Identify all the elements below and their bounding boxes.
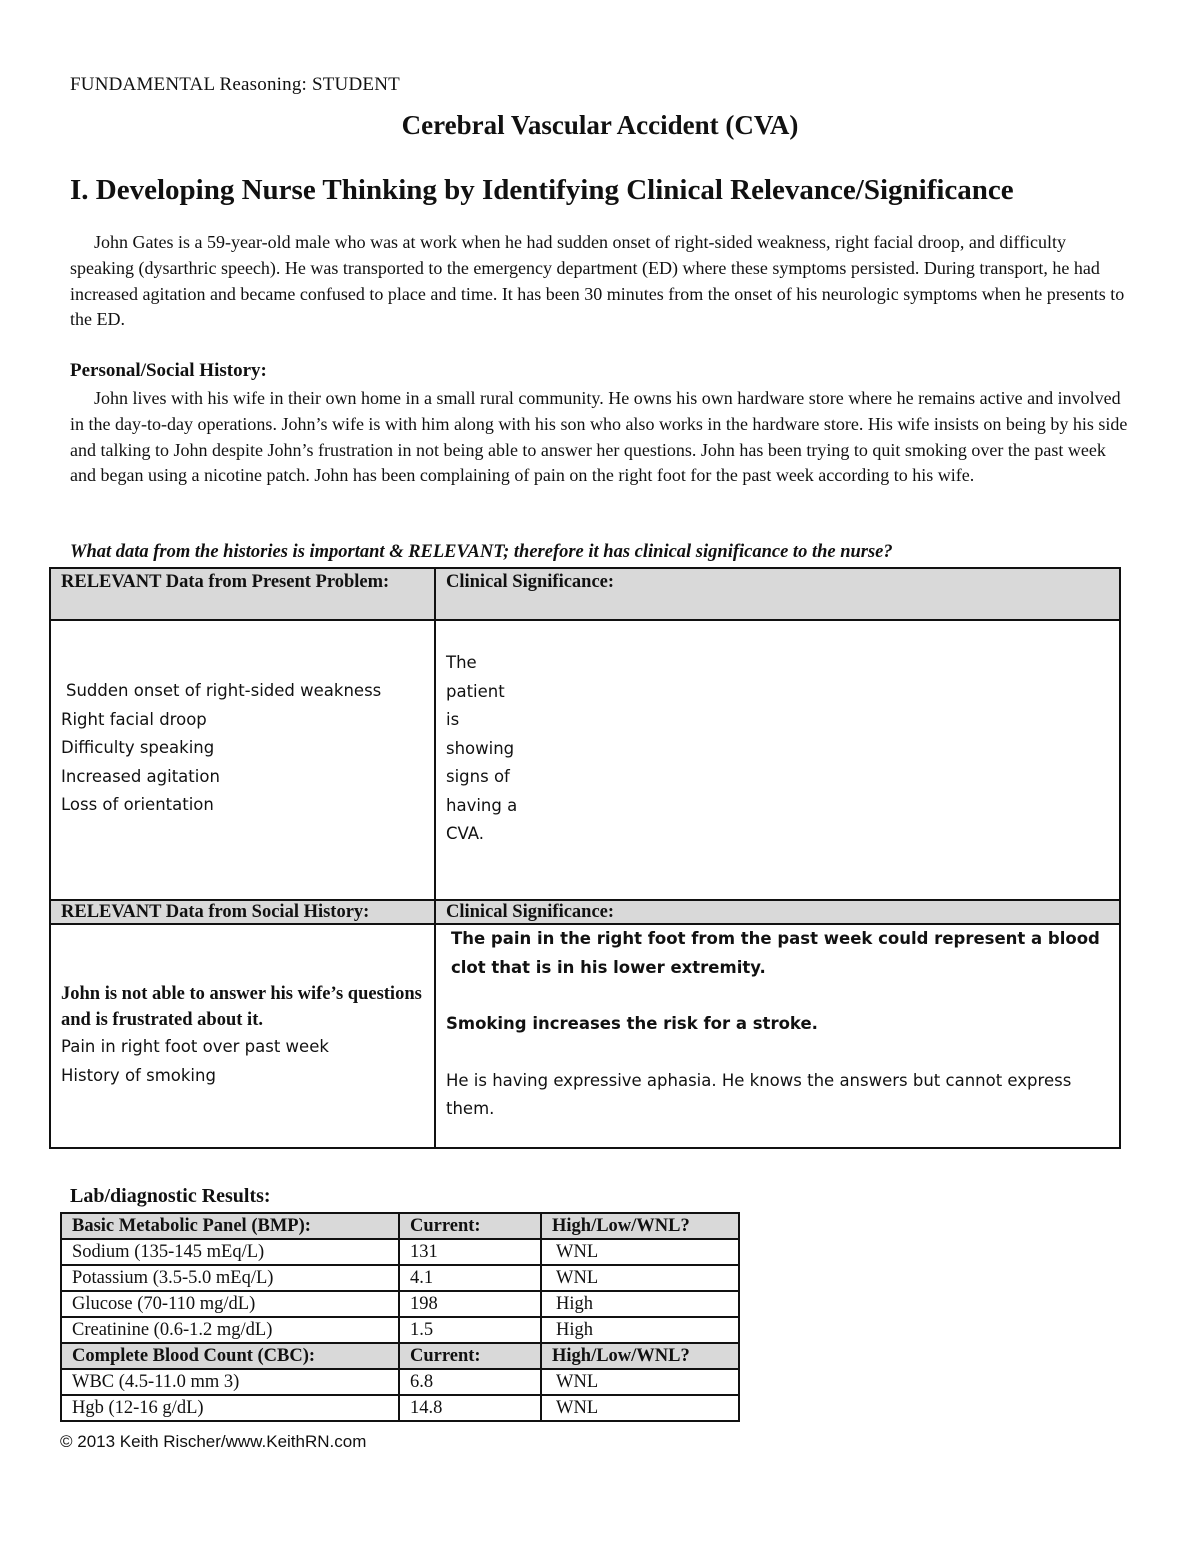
lab-current-value[interactable]: 14.8 [399, 1395, 541, 1421]
social-data-header: RELEVANT Data from Social History: [50, 900, 435, 924]
page-title: Cerebral Vascular Accident (CVA) [401, 110, 799, 140]
present-significance-cell [435, 620, 1120, 900]
significance-line: showing [446, 738, 515, 758]
lab-flag[interactable]: WNL [541, 1395, 739, 1421]
lab-test-name: Hgb (12-16 g/dL) [61, 1395, 399, 1421]
list-item[interactable]: Pain in right foot over past week [61, 1037, 329, 1056]
significance-line: CVA. [446, 824, 484, 843]
present-data-cell [50, 620, 435, 900]
lab-test-name: Potassium (3.5-5.0 mEq/L) [61, 1265, 399, 1291]
social-history-paragraph [70, 386, 1130, 489]
table-row [61, 1395, 739, 1421]
lab-results-table [60, 1212, 740, 1422]
lab-current-value[interactable]: 131 [399, 1239, 541, 1265]
significance-line: is [446, 710, 460, 729]
present-header-row [50, 568, 1120, 620]
list-item[interactable]: John is not able to answer his wife’s questions and is frustrated about it. [61, 984, 422, 1030]
table-row [61, 1239, 739, 1265]
social-data-cell [50, 924, 435, 1148]
copyright-footer: © 2013 Keith Rischer/www.KeithRN.com [60, 1432, 367, 1451]
relevance-question: What data from the histories is important & RELEVANT; therefore it has clinical significance to the nurse? [70, 542, 893, 562]
lab-flag[interactable]: WNL [541, 1265, 739, 1291]
list-item[interactable]: Difficulty speaking [61, 738, 215, 757]
cbc-header-row [61, 1343, 739, 1369]
bmp-header-current: Current: [399, 1213, 541, 1239]
list-item[interactable]: Increased agitation [61, 766, 220, 786]
significance-paragraph[interactable]: He is having expressive aphasia. He knows the answers but cannot express them. [446, 1070, 1072, 1118]
lab-current-value[interactable]: 198 [399, 1291, 541, 1317]
list-item[interactable]: Sudden onset of right-sided weakness [66, 681, 382, 700]
significance-paragraph[interactable]: The pain in the right foot from the past week could represent a blood clot that is in his lower extremity. [451, 929, 1100, 977]
table-row [61, 1317, 739, 1343]
social-history-text: John lives with his wife in their own home in a small rural community. He owns his own hardware store where he remains active and involved in the day-to-day operations. John’s wife is with him along with his son who also works in the hardware store. His wife insists on being by his side and talking to John despite John’s frustration in not being able to answer her questions. John has been trying to quit smoking over the past week and began using a nicotine patch. John has been complaining of pain on the right foot for the past week according to his wife. [70, 388, 1128, 486]
table-row [61, 1291, 739, 1317]
lab-flag[interactable]: WNL [541, 1369, 739, 1395]
lab-flag[interactable]: High [541, 1317, 739, 1343]
intro-paragraph [70, 230, 1130, 333]
present-significance-header: Clinical Significance: [435, 568, 1120, 620]
significance-text[interactable] [446, 649, 526, 849]
lab-results-title: Lab/diagnostic Results: [70, 1185, 271, 1207]
significance-paragraph[interactable]: Smoking increases the risk for a stroke. [446, 1014, 818, 1033]
bmp-header-test: Basic Metabolic Panel (BMP): [61, 1213, 399, 1239]
lab-flag[interactable]: WNL [541, 1239, 739, 1265]
list-item[interactable]: History of smoking [61, 1065, 216, 1085]
relevance-table [49, 567, 1121, 1149]
lab-current-value[interactable]: 4.1 [399, 1265, 541, 1291]
significance-line: having a [446, 795, 518, 815]
section-heading: I. Developing Nurse Thinking by Identifying Clinical Relevance/Significance [70, 174, 1014, 206]
list-item[interactable]: Right facial droop [61, 709, 207, 729]
social-data-row [50, 924, 1120, 1148]
social-history-heading: Personal/Social History: [70, 360, 267, 381]
lab-test-name: Glucose (70-110 mg/dL) [61, 1291, 399, 1317]
lab-current-value[interactable]: 6.8 [399, 1369, 541, 1395]
course-line: FUNDAMENTAL Reasoning: STUDENT [70, 74, 400, 95]
significance-line: signs of [446, 767, 510, 786]
intro-text: John Gates is a 59-year-old male who was at work when he had sudden onset of right-sided weakness, right facial droop, and difficulty speaking (dysarthric speech). He was transported to the emergency department (ED) where these symptoms persisted. During transport, he had increased agitation and became confused to place and time. It has been 30 minutes from the onset of his neurologic symptoms when he presents to the ED. [70, 232, 1125, 330]
present-data-row [50, 620, 1120, 900]
cbc-header-test: Complete Blood Count (CBC): [61, 1343, 399, 1369]
bmp-header-row [61, 1213, 739, 1239]
list-item[interactable]: Loss of orientation [61, 795, 214, 814]
significance-line: The [446, 653, 477, 672]
lab-flag[interactable]: High [541, 1291, 739, 1317]
bmp-header-flag: High/Low/WNL? [541, 1213, 739, 1239]
social-significance-header: Clinical Significance: [435, 900, 1120, 924]
lab-test-name: Sodium (135-145 mEq/L) [61, 1239, 399, 1265]
lab-current-value[interactable]: 1.5 [399, 1317, 541, 1343]
cbc-header-flag: High/Low/WNL? [541, 1343, 739, 1369]
lab-test-name: Creatinine (0.6-1.2 mg/dL) [61, 1317, 399, 1343]
present-data-header: RELEVANT Data from Present Problem: [50, 568, 435, 620]
table-row [61, 1265, 739, 1291]
table-row [61, 1369, 739, 1395]
social-header-row [50, 900, 1120, 924]
social-significance-cell [435, 924, 1120, 1148]
cbc-header-current: Current: [399, 1343, 541, 1369]
lab-test-name: WBC (4.5-11.0 mm 3) [61, 1369, 399, 1395]
significance-line: patient [446, 681, 505, 701]
